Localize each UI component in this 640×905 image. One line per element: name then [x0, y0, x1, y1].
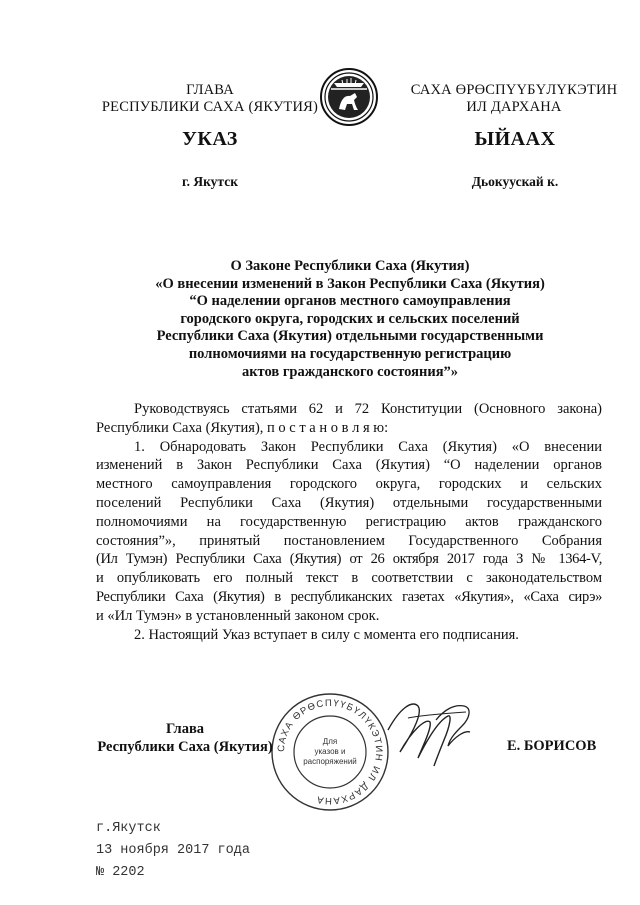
title-line: городского округа, городских и сельских поселений: [180, 310, 520, 327]
intro-line: Руководствуясь статьями 62 и 72 Конституции (Основного закона): [134, 401, 602, 417]
document-title: [60, 258, 640, 381]
signature-title: [80, 720, 290, 756]
header-left-line2: РЕСПУБЛИКИ САХА (ЯКУТИЯ): [101, 99, 319, 115]
header-right-line2: ИЛ ДАРХАНА: [466, 99, 562, 115]
title-line: актов гражданского состояния”»: [241, 363, 459, 380]
stamp-outer-text: САХА ӨРӨСПҮҮБҮЛҮКЭТИН ИЛ ДАРХАНА: [275, 697, 385, 807]
title-line: Республики Саха (Якутия) отдельными государственными: [156, 328, 544, 345]
city-right: Дьокуускай к.: [471, 174, 559, 189]
item1-line: и «Ил Тумэн» в установленный законом срок.: [96, 607, 380, 624]
item1-line: изменений в Закон Республики Саха (Якутия) “О наделении органов: [96, 457, 602, 474]
stamp-center-line3: распоряжений: [303, 757, 357, 766]
item1-line: полномочиями на государственную регистрацию актов гражданского: [96, 513, 602, 530]
stamp-center-line1: Для: [322, 737, 338, 746]
item1-line: состояния”», принятый постановлением Государственного Собрания: [96, 532, 602, 549]
doc-type-right: ЫЙААХ: [474, 128, 556, 150]
title-line: «О внесении изменений в Закон Республики Саха (Якутия): [155, 275, 545, 292]
item1-line: местного самоуправления городского округа, городских и сельских: [96, 476, 602, 493]
item1-line: поселений Республики Саха (Якутия) отдельными государственными: [96, 494, 602, 511]
footer-number: № 2202: [96, 865, 145, 880]
header-right: [384, 82, 640, 116]
document-body: [96, 400, 602, 644]
footer-block: [96, 818, 250, 884]
title-line: “О наделении органов местного самоуправления: [189, 293, 511, 310]
item1-line: (Ил Тумэн) Республики Саха (Якутия) от 26 октября 2017 года З № 1364-V,: [96, 551, 602, 568]
footer-city: г.Якутск: [96, 821, 161, 836]
item1-line: Республики Саха (Якутия) в республиканских газетах «Якутия», «Саха сирэ»: [96, 588, 602, 605]
footer-date: 13 ноября 2017 года: [96, 843, 250, 858]
item1-line: 1. Обнародовать Закон Республики Саха (Якутия) «О внесении: [134, 438, 602, 455]
doc-type-left: УКАЗ: [182, 128, 238, 150]
item2-line: 2. Настоящий Указ вступает в силу с момента его подписания.: [134, 626, 519, 643]
title-line: полномочиями на государственную регистрацию: [188, 345, 512, 362]
stamp-center-line2: указов и: [314, 747, 346, 756]
signatory-name: Е. БОРИСОВ: [507, 738, 597, 754]
intro-line: Республики Саха (Якутия), п о с т а н о в л я ю:: [96, 419, 389, 436]
item1-line: и опубликовать его полный текст в соответствии с законодательством: [96, 570, 602, 587]
coat-of-arms-icon: [319, 67, 379, 127]
title-line: О Законе Республики Саха (Якутия): [230, 258, 470, 274]
header-right-line1: САХА ӨРӨСПҮҮБҮЛҮКЭТИН: [410, 82, 618, 98]
signature-title-line2: Республики Саха (Якутия): [97, 739, 273, 755]
header-left: [70, 82, 350, 116]
header-left-line1: ГЛАВА: [186, 82, 234, 98]
city-left: г. Якутск: [181, 174, 238, 189]
handwritten-signature-icon: [378, 690, 488, 770]
signature-title-line1: Глава: [165, 721, 205, 737]
